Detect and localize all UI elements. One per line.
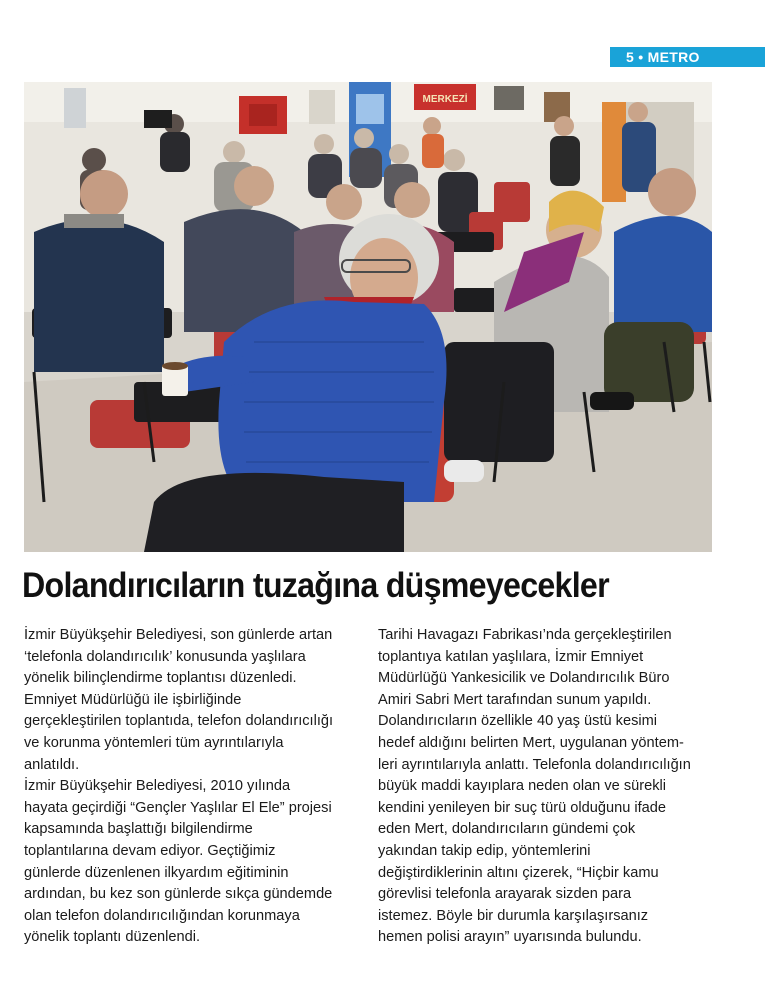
article-body-right-column [378,625,728,949]
body-line: toplantılarına devam ediyor. Geçtiğimiz [24,842,276,859]
photo-banner-text: MERKEZİ [422,94,468,105]
body-line: yönelik bilinçlendirme toplantısı düzenledi. [24,670,297,687]
body-line: görevlisi telefonla arayarak sizden para [378,886,632,903]
body-line: büyük maddi kayıplara neden olan ve sürekli [378,778,666,795]
body-line: hemen polisi arayın” uyarısında bulundu. [378,929,642,946]
body-line: hayata geçirdiği “Gençler Yaşlılar El Ele” projesi [24,799,332,816]
body-line: Amiri Sabri Mert tarafından sunum yapıldı. [378,691,652,708]
section-label: 5 • METRO [610,47,765,67]
body-line: gerçekleştirilen toplantıda, telefon dolandırıcılığı [24,713,334,730]
article-body-left-column [24,625,374,949]
body-line: İzmir Büyükşehir Belediyesi, 2010 yılında [24,778,291,795]
body-line: istemez. Böyle bir durumla karşılaşırsanız [378,907,649,924]
body-line: olan telefon dolandırıcılığından korunmaya [24,907,300,924]
body-line: yönelik toplantı düzenlendi. [24,929,201,946]
article-headline: Dolandırıcıların tuzağına düşmeyecekler [22,566,609,605]
body-line: ‘telefonla dolandırıcılık’ konusunda yaşlılara [24,648,306,665]
body-line: kendini yenileyen bir suç türü olduğunu ifade [378,799,667,816]
body-line: Müdürlüğü Yankesicilik ve Dolandırıcılık Büro [378,670,670,687]
body-line: ardından, bu kez son günlerde sıkça gündemde [24,886,333,903]
body-line: anlatıldı. [24,756,80,773]
body-line: kapsamında başlattığı bilgilendirme [24,821,253,838]
body-line: Dolandırıcıların özellikle 40 yaş üstü kesimi [378,713,658,730]
body-line: Tarihi Havagazı Fabrikası’nda gerçekleştirilen [378,627,672,643]
body-line: toplantıya katılan yaşlılara, İzmir Emniyet [378,648,644,665]
body-line: leri ayrıntılarıyla anlattı. Telefonla dolandırıcılığın [378,756,691,773]
body-line: değiştirdiklerinin altını çizerek, “Hiçbir kamu [378,864,659,881]
body-line: hedef aldığını belirten Mert, uygulanan yöntem- [378,734,684,751]
body-line: Emniyet Müdürlüğü ile işbirliğinde [24,691,242,708]
body-line: eden Mert, dolandırıcıların gündemi çok [378,821,636,838]
body-line: günlerde düzenlenen ilkyardım eğitiminin [24,864,289,881]
body-line: yakından takip edip, yöntemlerini [378,842,591,859]
article-photo [24,82,712,552]
body-line: İzmir Büyükşehir Belediyesi, son günlerde artan [24,627,333,643]
body-line: ve korunma yöntemleri tüm ayrıntılarıyla [24,734,284,751]
